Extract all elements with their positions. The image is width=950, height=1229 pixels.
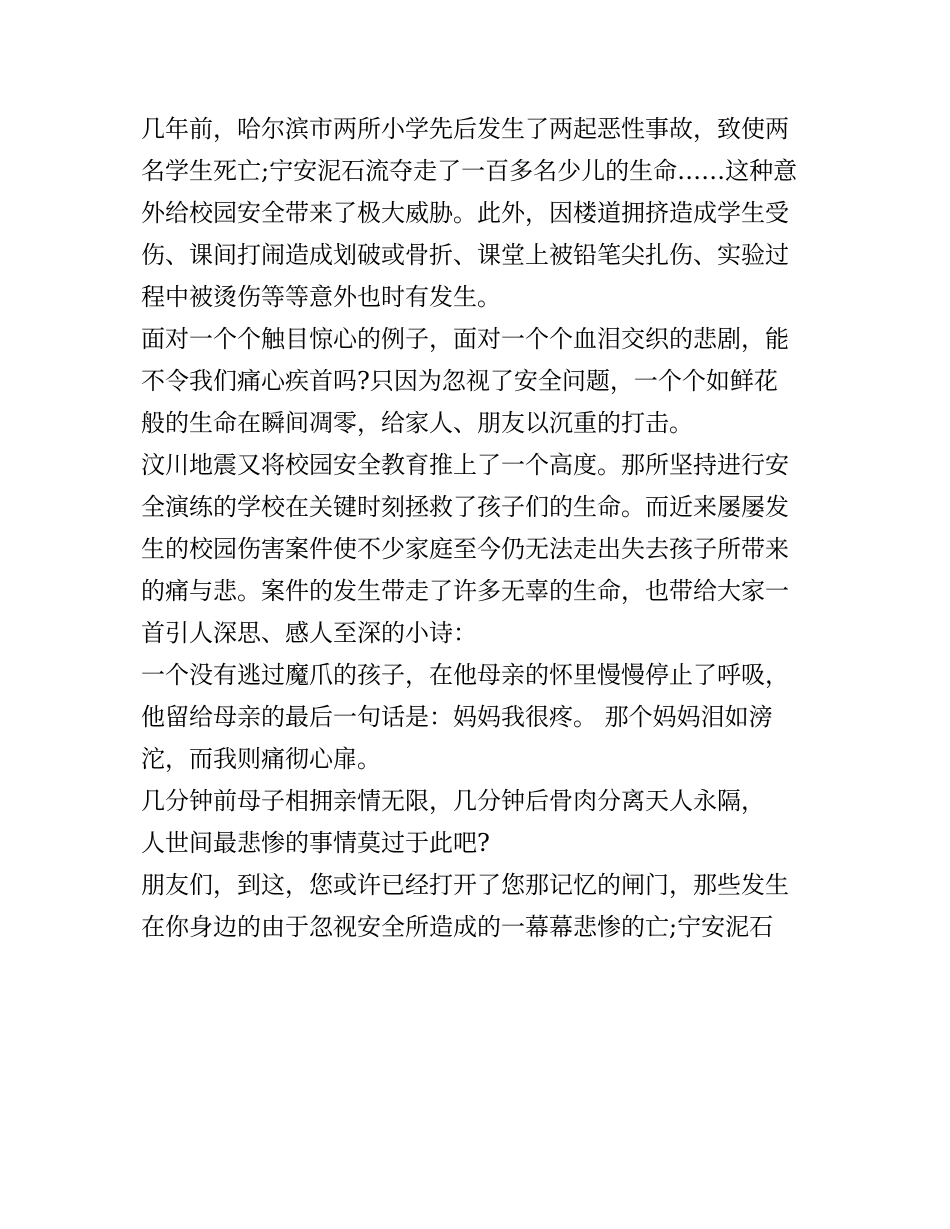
paragraph-1 — [141, 108, 821, 318]
text-line: 沱，而我则痛彻心扉。 — [141, 745, 381, 773]
text-line: 首引人深思、感人至深的小诗： — [141, 619, 477, 647]
text-line: 几分钟前母子相拥亲情无限，几分钟后骨肉分离天人永隔， — [141, 787, 765, 815]
text-line: 面对一个个触目惊心的例子，面对一个个血泪交织的悲剧，能 — [141, 325, 789, 353]
paragraph-3 — [141, 444, 821, 654]
paragraph-5 — [141, 780, 821, 864]
text-line: 人世间最悲惨的事情莫过于此吧? — [141, 829, 490, 857]
text-line: 生的校园伤害案件使不少家庭至今仍无法走出失去孩子所带来 — [141, 535, 789, 563]
text-line: 名学生死亡;宁安泥石流夺走了一百多名少儿的生命……这种意 — [141, 157, 798, 185]
text-line: 般的生命在瞬间凋零，给家人、朋友以沉重的打击。 — [141, 409, 693, 437]
text-line: 一个没有逃过魔爪的孩子，在他母亲的怀里慢慢停止了呼吸， — [141, 661, 789, 689]
text-line: 外给校园安全带来了极大威胁。此外，因楼道拥挤造成学生受 — [141, 199, 789, 227]
text-line: 他留给母亲的最后一句话是：妈妈我很疼。 那个妈妈泪如滂 — [141, 703, 773, 731]
text-line: 朋友们，到这，您或许已经打开了您那记忆的闸门，那些发生 — [141, 871, 789, 899]
paragraph-6 — [141, 864, 821, 948]
text-line: 汶川地震又将校园安全教育推上了一个高度。那所坚持进行安 — [141, 451, 789, 479]
text-line: 伤、课间打闹造成划破或骨折、课堂上被铅笔尖扎伤、实验过 — [141, 241, 789, 269]
paragraph-2 — [141, 318, 821, 444]
text-line: 几年前，哈尔滨市两所小学先后发生了两起恶性事故，致使两 — [141, 115, 789, 143]
document-body — [141, 108, 821, 948]
paragraph-4 — [141, 654, 821, 780]
text-line: 在你身边的由于忽视安全所造成的一幕幕悲惨的亡;宁安泥石 — [141, 913, 774, 941]
text-line: 程中被烫伤等等意外也时有发生。 — [141, 283, 501, 311]
text-line: 全演练的学校在关键时刻拯救了孩子们的生命。而近来屡屡发 — [141, 493, 789, 521]
text-line: 不令我们痛心疾首吗?只因为忽视了安全问题，一个个如鲜花 — [141, 367, 778, 395]
text-line: 的痛与悲。案件的发生带走了许多无辜的生命，也带给大家一 — [141, 577, 789, 605]
